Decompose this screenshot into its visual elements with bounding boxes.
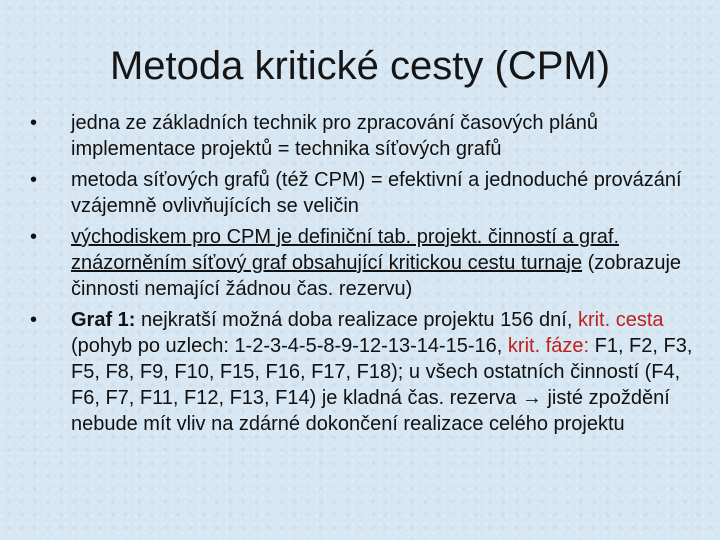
bullet-text: (zobrazuje činnosti nemající žádnou čas. rezervu) xyxy=(71,252,682,300)
bullet-text: F1, F2, F3, F5, F8, F9, F10, F15, F16, F17, F18); u všech ostatních činností (F4, F6, F7, F11, F12, F13, F14) je kladná čas. rezerva → jisté zpoždění nebude mít vliv na zdárné dokončení realizace celého projektu xyxy=(71,335,693,435)
bullet-text: jedna ze základních technik pro zpracování časových plánů implementace projektů = technika síťových grafů xyxy=(71,112,598,160)
critical-path-label: krit. cesta xyxy=(577,309,664,331)
bullet-icon: • xyxy=(30,309,38,331)
bullet-text: metoda síťových grafů (též CPM) = efektivní a jednoduché provázání vzájemně ovlivňujících se veličin xyxy=(71,169,682,217)
bullet-icon: • xyxy=(30,226,38,248)
bullet-item xyxy=(30,110,702,162)
underlined-text: východiskem pro CPM je definiční tab. projekt. činností a graf. znázorněním síťový graf obsahující kritickou cestu turnaje xyxy=(71,226,620,274)
slide-title: Metoda kritické cesty (CPM) xyxy=(109,44,611,88)
bullet-list xyxy=(30,110,702,442)
bullet-item xyxy=(30,224,702,302)
graph-label: Graf 1: xyxy=(71,309,136,331)
bullet-icon: • xyxy=(30,112,38,134)
critical-phase-label: krit. fáze: xyxy=(507,335,590,357)
bullet-item xyxy=(30,167,702,219)
bullet-item xyxy=(30,307,702,437)
bullet-text: (pohyb po uzlech: 1-2-3-4-5-8-9-12-13-14-15-16, xyxy=(71,335,508,357)
bullet-icon: • xyxy=(30,169,38,191)
bullet-text: nejkratší možná doba realizace projektu 156 dní, xyxy=(135,309,578,331)
